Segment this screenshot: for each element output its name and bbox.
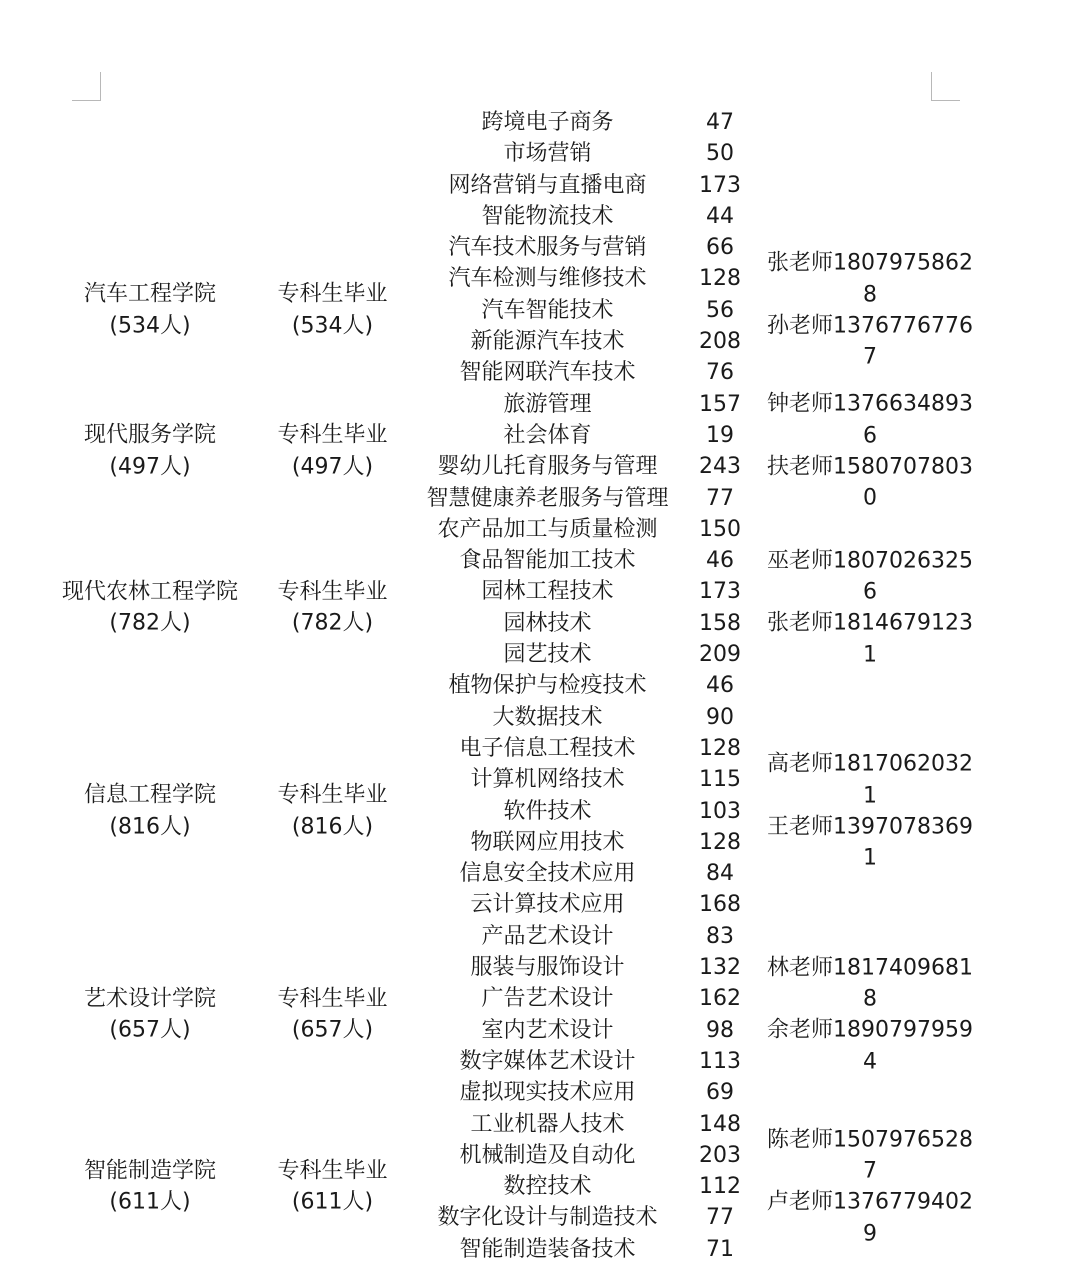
- contact-phone: 陈老师15079765287: [767, 1127, 973, 1184]
- college-total: (534人): [109, 313, 191, 339]
- major-count: 128: [699, 829, 741, 855]
- major-name: 虚拟现实技术应用: [459, 1080, 636, 1106]
- contact-phone: 张老师18079758628: [767, 250, 973, 308]
- major-count: 71: [706, 1236, 734, 1262]
- college-total: (816人): [109, 814, 191, 840]
- major-name: 市场营销: [503, 141, 592, 167]
- college-block: [0, 107, 1080, 232]
- college-name: 现代服务学院: [83, 422, 216, 448]
- college-name-cell: [30, 983, 270, 1046]
- major-count: 44: [706, 203, 734, 229]
- major-row: [0, 138, 1080, 169]
- contact-phone: 余老师18907979594: [767, 1017, 973, 1074]
- college-total: (657人): [109, 1017, 191, 1043]
- contact-phone: 卢老师13767794029: [767, 1189, 973, 1247]
- level-label: 专科生毕业: [277, 579, 388, 605]
- major-count: 158: [699, 610, 741, 636]
- contact-phone: 扶老师15807078030: [767, 454, 973, 511]
- major-count: 83: [706, 923, 734, 949]
- college-block: [0, 921, 1080, 1109]
- major-count: 50: [706, 141, 734, 167]
- major-name: 产品艺术设计: [481, 923, 614, 949]
- major-count: 168: [699, 892, 741, 918]
- major-name: 汽车检测与维修技术: [448, 266, 647, 292]
- major-count: 69: [706, 1080, 734, 1106]
- major-count: 203: [699, 1142, 741, 1168]
- major-name: 工业机器人技术: [470, 1111, 625, 1137]
- major-count: 103: [699, 798, 741, 824]
- major-name: 农产品加工与质量检测: [437, 516, 658, 542]
- major-row: [0, 702, 1080, 733]
- college-total: (611人): [109, 1189, 191, 1215]
- level-label: 专科生毕业: [277, 782, 388, 808]
- major-count: 157: [699, 391, 741, 417]
- major-count: 112: [699, 1174, 741, 1200]
- major-name: 智能物流技术: [481, 203, 614, 229]
- major-count: 148: [699, 1111, 741, 1137]
- major-count: 47: [706, 110, 734, 135]
- college-name: 信息工程学院: [83, 782, 216, 808]
- contact-cell: [755, 749, 985, 874]
- major-count: 150: [699, 516, 741, 542]
- college-name-cell: [30, 576, 270, 639]
- major-name: 云计算技术应用: [470, 892, 625, 918]
- contact-list: [765, 389, 975, 514]
- major-count: 209: [699, 642, 741, 668]
- college-name: 智能制造学院: [83, 1158, 216, 1184]
- level-cell: [250, 1156, 415, 1219]
- major-name: 食品智能加工技术: [459, 548, 636, 574]
- major-name: 植物保护与检疫技术: [448, 673, 647, 699]
- level-total: (611人): [291, 1189, 374, 1215]
- major-count: 19: [706, 422, 734, 448]
- level-total: (782人): [291, 610, 374, 636]
- major-count: 128: [699, 735, 741, 761]
- major-name: 跨境电子商务: [481, 110, 614, 135]
- major-count: 173: [699, 579, 741, 605]
- major-name: 数控技术: [503, 1174, 592, 1200]
- contact-cell: [755, 952, 985, 1077]
- major-count: 162: [699, 986, 741, 1012]
- major-count: 84: [706, 861, 734, 887]
- major-row: [0, 107, 1080, 138]
- contact-cell: [755, 1124, 985, 1249]
- contact-list: [765, 952, 975, 1077]
- major-name: 物联网应用技术: [470, 829, 625, 855]
- major-count: 77: [706, 485, 734, 511]
- major-name: 智能网联汽车技术: [459, 360, 636, 386]
- contact-list: [765, 248, 975, 373]
- contact-phone: 高老师18170620321: [767, 751, 973, 808]
- college-name-cell: [30, 279, 270, 342]
- college-total: (497人): [109, 454, 191, 480]
- major-name: 旅游管理: [503, 391, 592, 417]
- college-block: [0, 702, 1080, 921]
- college-name-cell: [30, 1156, 270, 1219]
- major-count: 77: [706, 1205, 734, 1231]
- major-count: 128: [699, 266, 741, 292]
- major-count: 56: [706, 297, 734, 323]
- major-count: 98: [706, 1017, 734, 1043]
- major-row: [0, 921, 1080, 952]
- major-row: [0, 201, 1080, 232]
- major-name: 智慧健康养老服务与管理: [426, 485, 669, 511]
- major-name: 机械制造及自动化: [459, 1142, 636, 1168]
- level-cell: [250, 279, 415, 342]
- level-label: 专科生毕业: [277, 422, 388, 448]
- major-count: 132: [699, 955, 741, 981]
- major-name: 社会体育: [503, 422, 592, 448]
- contact-cell: [755, 389, 985, 514]
- level-label: 专科生毕业: [277, 986, 388, 1012]
- level-total: (534人): [291, 313, 374, 339]
- contact-list: [765, 1124, 975, 1249]
- major-count: 76: [706, 360, 734, 386]
- college-block: [0, 389, 1080, 514]
- college-name: 现代农林工程学院: [61, 579, 238, 605]
- contact-phone: 孙老师13767767767: [767, 313, 973, 370]
- major-row: [0, 670, 1080, 701]
- college-block: [0, 232, 1080, 389]
- major-name: 软件技术: [503, 798, 592, 824]
- crop-mark-right: [931, 72, 960, 101]
- contact-list: [765, 749, 975, 874]
- major-count: 113: [699, 1048, 741, 1074]
- level-cell: [250, 576, 415, 639]
- major-name: 服装与服饰设计: [470, 955, 625, 981]
- level-label: 专科生毕业: [277, 282, 388, 308]
- major-count: 90: [706, 704, 734, 730]
- college-name-cell: [30, 420, 270, 483]
- contact-phone: 林老师18174096818: [767, 955, 973, 1012]
- college-name: 汽车工程学院: [83, 282, 216, 308]
- major-name: 计算机网络技术: [470, 767, 625, 793]
- contact-cell: [755, 248, 985, 373]
- major-name: 智能制造装备技术: [459, 1236, 636, 1262]
- major-name: 汽车技术服务与营销: [448, 235, 647, 261]
- major-name: 新能源汽车技术: [470, 329, 625, 355]
- major-name: 网络营销与直播电商: [448, 172, 647, 198]
- contact-phone: 张老师18146791231: [767, 610, 973, 668]
- level-cell: [250, 780, 415, 843]
- major-name: 信息安全技术应用: [459, 861, 636, 887]
- college-total: (782人): [109, 610, 191, 636]
- major-row: [0, 1077, 1080, 1108]
- major-row: [0, 170, 1080, 201]
- major-name: 广告艺术设计: [481, 986, 614, 1012]
- major-name: 大数据技术: [492, 704, 603, 730]
- major-row: [0, 889, 1080, 920]
- level-total: (816人): [291, 814, 374, 840]
- major-name: 电子信息工程技术: [459, 735, 636, 761]
- contact-list: [765, 545, 975, 670]
- major-name: 婴幼儿托育服务与管理: [437, 454, 658, 480]
- contact-phone: 巫老师18070263256: [767, 548, 973, 605]
- major-name: 园林工程技术: [481, 579, 614, 605]
- contact-phone: 王老师13970783691: [767, 814, 973, 871]
- major-name: 园林技术: [503, 610, 592, 636]
- level-total: (657人): [291, 1017, 374, 1043]
- major-count: 46: [706, 673, 734, 699]
- major-count: 115: [699, 767, 741, 793]
- college-name-cell: [30, 780, 270, 843]
- level-total: (497人): [291, 454, 374, 480]
- college-block: [0, 514, 1080, 702]
- major-row: [0, 514, 1080, 545]
- contact-cell: [755, 545, 985, 670]
- major-count: 66: [706, 235, 734, 261]
- major-name: 室内艺术设计: [481, 1017, 614, 1043]
- major-count: 173: [699, 172, 741, 198]
- major-name: 数字媒体艺术设计: [459, 1048, 636, 1074]
- major-count: 46: [706, 548, 734, 574]
- college-block: [0, 1109, 1080, 1266]
- crop-mark-left: [72, 72, 101, 101]
- level-cell: [250, 420, 415, 483]
- level-cell: [250, 983, 415, 1046]
- contact-phone: 钟老师13766348936: [767, 391, 973, 448]
- major-name: 数字化设计与制造技术: [437, 1205, 658, 1231]
- major-count: 208: [699, 329, 741, 355]
- major-count: 243: [699, 454, 741, 480]
- level-label: 专科生毕业: [277, 1158, 388, 1184]
- college-name: 艺术设计学院: [83, 986, 216, 1012]
- major-name: 汽车智能技术: [481, 297, 614, 323]
- major-name: 园艺技术: [503, 642, 592, 668]
